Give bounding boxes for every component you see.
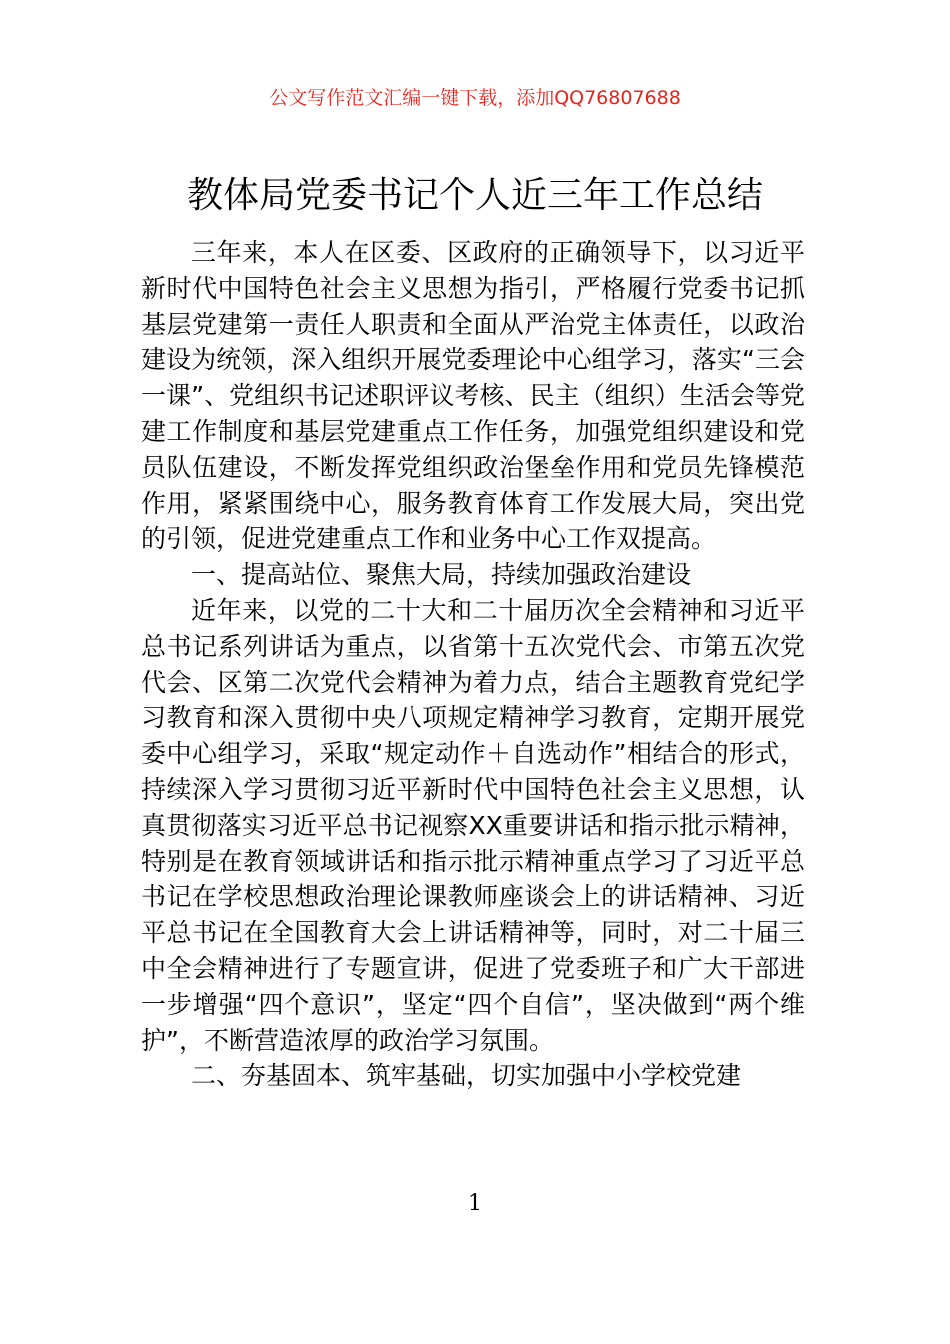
page-number: 1 xyxy=(468,1191,482,1216)
section-heading-1: 一、提高站位、聚焦大局，持续加强政治建设 xyxy=(191,560,692,590)
header-download-note: 公文写作范文汇编一键下载，添加QQ76807688 xyxy=(269,87,681,109)
section-heading-2: 二、夯基固本、筑牢基础，切实加强中小学校党建 xyxy=(191,1061,742,1091)
intro-paragraph: 三年来，本人在区委、区政府的正确领导下，以习近平新时代中国特色社会主义思想为指引，严格履行党委书记抓基层党建第一责任人职责和全面从严治党主体责任，以政治建设为统领，深入组织开展党委理论中心组学习，落实“三会一课”、党组织书记述职评议考核、民主（组织）生活会等党建工作制度和基层党建重点工作任务，加强党组织建设和党员队伍建设，不断发挥党组织政治堡垒作用和党员先锋模范作用，紧紧围绕中心，服务教育体育工作发展大局，突出党的引领，促进党建重点工作和业务中心工作双提高。 xyxy=(141,238,805,554)
section-1-paragraph: 近年来，以党的二十大和二十届历次全会精神和习近平总书记系列讲话为重点，以省第十五次党代会、市第五次党代会、区第二次党代会精神为着力点，结合主题教育党纪学习教育和深入贯彻中央八项规定精神学习教育，定期开展党委中心组学习，采取“规定动作＋自选动作”相结合的形式，持续深入学习贯彻习近平新时代中国特色社会主义思想，认真贯彻落实习近平总书记视察XX重要讲话和指示批示精神，特别是在教育领域讲话和指示批示精神重点学习了习近平总书记在学校思想政治理论课教师座谈会上的讲话精神、习近平总书记在全国教育大会上讲话精神等，同时，对二十届三中全会精神进行了专题宣讲，促进了党委班子和广大干部进一步增强“四个意识”，坚定“四个自信”，坚决做到“两个维护”，不断营造浓厚的政治学习氛围。 xyxy=(141,595,805,1055)
document-body xyxy=(141,235,805,1094)
document-title: 教体局党委书记个人近三年工作总结 xyxy=(186,175,763,216)
